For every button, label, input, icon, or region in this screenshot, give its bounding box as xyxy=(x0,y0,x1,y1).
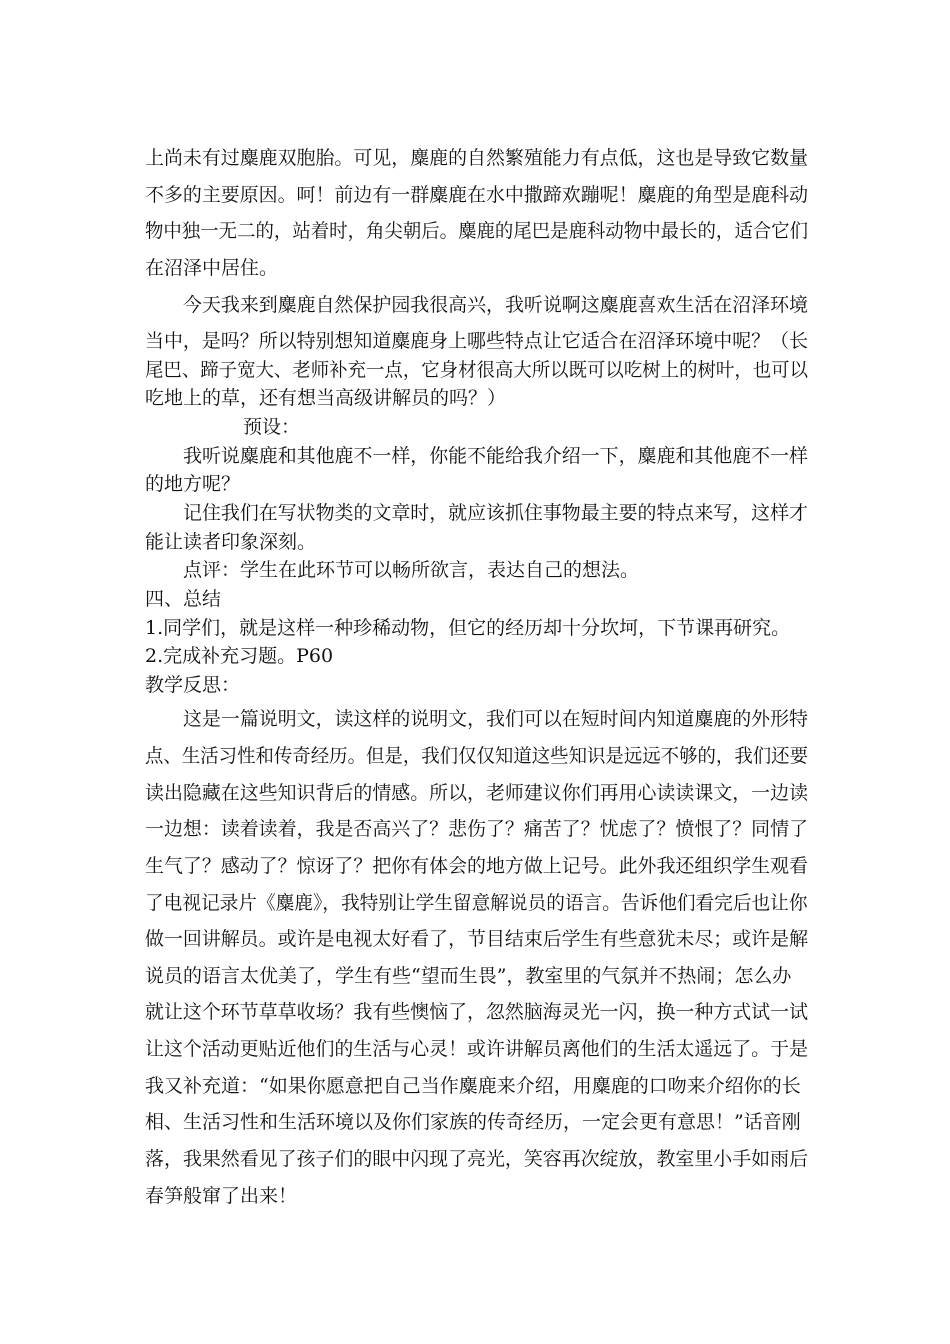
text-line: 了电视记录片《麋鹿》，我特别让学生留意解说员的语言。告诉他们看完后也让你 xyxy=(145,892,808,914)
text-line: 说员的语言太优美了，学生有些“望而生畏”，教室里的气氛并不热闹；怎么办 xyxy=(145,965,792,987)
text-line: 今天我来到麋鹿自然保护园我很高兴，我听说啊这麋鹿喜欢生活在沼泽环境 xyxy=(183,294,809,316)
text-line: 一边想：读着读着，我是否高兴了？悲伤了？痛苦了？忧虑了？愤恨了？同情了 xyxy=(145,818,809,840)
text-line: 2.完成补充习题。P60 xyxy=(145,645,334,667)
text-line: 物中独一无二的，站着时，角尖朝后。麋鹿的尾巴是鹿科动物中最长的，适合它们 xyxy=(145,220,809,242)
text-line: 就让这个环节草草收场？我有些懊恼了，忽然脑海灵光一闪，换一种方式试一试 xyxy=(145,1001,809,1023)
text-line: 春笋般窜了出来！ xyxy=(145,1185,298,1207)
text-line: 1.同学们，就是这样一种珍稀动物，但它的经历却十分坎坷，下节课再研究。 xyxy=(145,617,791,639)
text-line: 生气了？感动了？惊讶了？把你有体会的地方做上记号。此外我还组织学生观看 xyxy=(145,855,809,877)
text-line: 做一回讲解员。或许是电视太好看了，节目结束后学生有些意犹未尽；或许是解 xyxy=(145,928,809,950)
text-line: 吃地上的草，还有想当高级讲解员的吗？） xyxy=(145,387,507,409)
text-line: 不多的主要原因。呵！前边有一群麋鹿在水中撒蹄欢蹦呢！麋鹿的角型是鹿科动 xyxy=(145,184,809,206)
text-line: 当中，是吗？所以特别想知道麋鹿身上哪些特点让它适合在沼泽环境中呢？（长 xyxy=(145,330,809,352)
section-heading: 教学反思： xyxy=(145,674,241,696)
text-line: 在沼泽中居住。 xyxy=(145,257,279,279)
text-line: 上尚未有过麋鹿双胞胎。可见，麋鹿的自然繁殖能力有点低，这也是导致它数量 xyxy=(145,147,809,169)
text-line: 这是一篇说明文，读这样的说明文，我们可以在短时间内知道麋鹿的外形特 xyxy=(183,708,809,730)
text-line: 能让读者印象深刻。 xyxy=(145,531,317,553)
section-heading: 四、总结 xyxy=(145,588,222,610)
text-line: 预设： xyxy=(243,416,301,438)
text-line: 我又补充道：“如果你愿意把自己当作麋鹿来介绍，用麋鹿的口吻来介绍你的长 xyxy=(145,1075,801,1097)
text-line: 读出隐藏在这些知识背后的情感。所以，老师建议你们再用心读读课文，一边读 xyxy=(145,782,809,804)
text-line: 让这个活动更贴近他们的生活与心灵！或许讲解员离他们的生活太遥远了。于是 xyxy=(145,1038,809,1060)
text-line: 记住我们在写状物类的文章时，就应该抓住事物最主要的特点来写，这样才 xyxy=(183,502,809,524)
text-line: 的地方呢？ xyxy=(145,473,241,495)
text-line: 落，我果然看见了孩子们的眼中闪现了亮光，笑容再次绽放，教室里小手如雨后 xyxy=(145,1148,809,1170)
text-line: 我听说麋鹿和其他鹿不一样，你能不能给我介绍一下，麋鹿和其他鹿不一样 xyxy=(183,445,809,467)
text-line: 点、生活习性和传奇经历。但是，我们仅仅知道这些知识是远远不够的，我们还要 xyxy=(145,745,809,767)
text-line: 相、生活习性和生活环境以及你们家族的传奇经历，一定会更有意思！”话音刚 xyxy=(145,1111,801,1133)
text-line: 尾巴、蹄子宽大、老师补充一点，它身材很高大所以既可以吃树上的树叶，也可以 xyxy=(145,359,809,381)
text-line: 点评：学生在此环节可以畅所欲言，表达自己的想法。 xyxy=(183,559,640,581)
